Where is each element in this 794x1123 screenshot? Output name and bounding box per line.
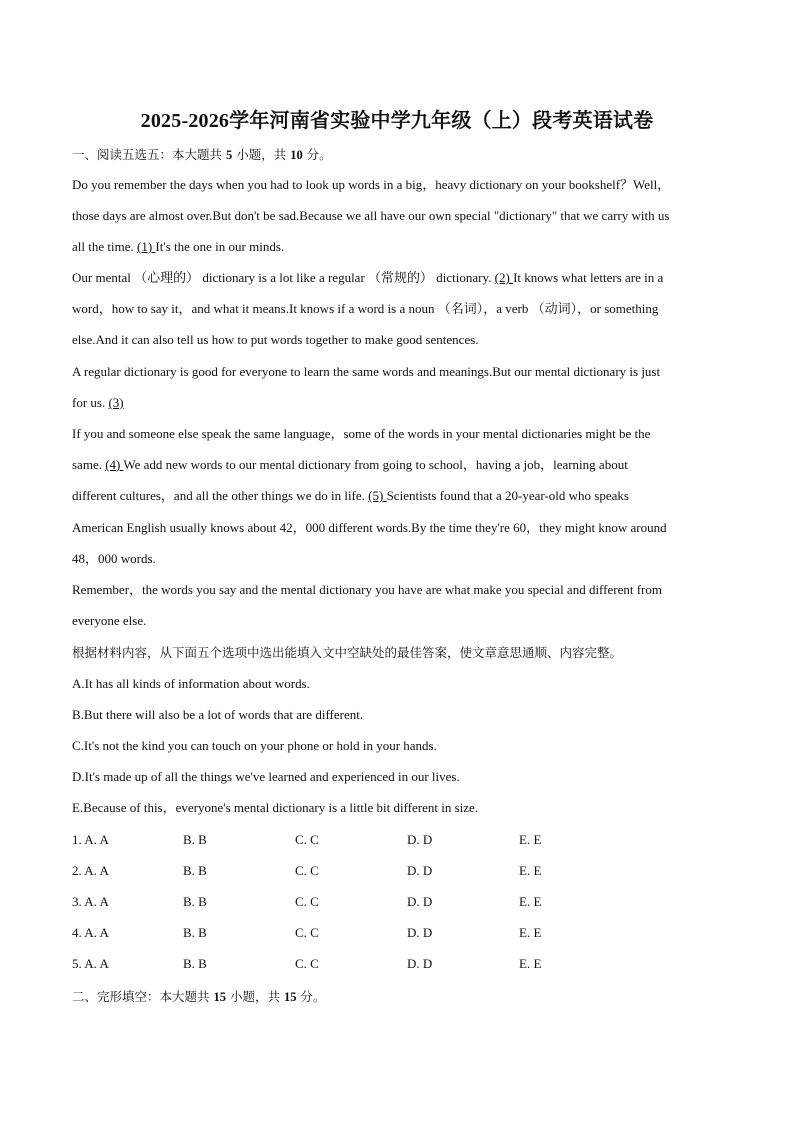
answer-4-choice-c[interactable]: C. C — [295, 925, 319, 940]
answer-2-choice-b[interactable]: B. B — [183, 863, 207, 878]
passage-line-11-text-a: different cultures，and all the other things we do in life. — [72, 488, 369, 503]
passage-line-9: If you and someone else speak the same language，some of the words in your mental dictionaries might be the — [72, 426, 651, 441]
answer-5-choice-b[interactable]: B. B — [183, 956, 207, 971]
blank-4: (4) — [105, 457, 124, 472]
section-2-label-mid: 小题，共 — [225, 989, 284, 1004]
answer-4-choice-a[interactable]: 4. A. A — [72, 925, 109, 940]
passage-line-3-text-a: all the time. — [72, 239, 137, 254]
passage-line-1: Do you remember the days when you had to look up words in a big，heavy dictionary on your bookshelf？Well， — [72, 177, 671, 192]
passage-line-4-text-a: Our mental （心理的） dictionary is a lot like a regular （常规的） dictionary. — [72, 270, 495, 285]
passage-line-3 — [72, 238, 722, 256]
passage-line-11-text-b: Scientists found that a 20-year-old who speaks — [386, 488, 629, 503]
answer-2-choice-a[interactable]: 2. A. A — [72, 863, 109, 878]
passage-line-8-text-a: for us. — [72, 395, 109, 410]
answer-3-choice-d[interactable]: D. D — [407, 894, 433, 909]
answer-4-choice-b[interactable]: B. B — [183, 925, 207, 940]
page-title: 2025-2026学年河南省实验中学九年级（上）段考英语试卷 — [140, 110, 654, 132]
section-2-count: 15 — [213, 990, 226, 1004]
answer-3-choice-c[interactable]: C. C — [295, 894, 319, 909]
blank-2: (2) — [494, 270, 514, 285]
passage-line-6: else.And it can also tell us how to put words together to make good sentences. — [72, 332, 479, 347]
option-d: D.It's made up of all the things we've learned and experienced in our lives. — [72, 769, 460, 784]
answer-2-choice-c[interactable]: C. C — [295, 863, 319, 878]
blank-3: (3) — [108, 395, 124, 410]
section-2-points: 15 — [283, 990, 297, 1004]
answer-1-choice-d[interactable]: D. D — [407, 832, 433, 847]
answer-4-choice-e[interactable]: E. E — [519, 925, 542, 940]
section-2-heading — [72, 988, 722, 1006]
answer-1-choice-b[interactable]: B. B — [183, 832, 207, 847]
passage-line-2: those days are almost over.But don't be sad.Because we all have our own special "dictionary" that we carry with us — [72, 208, 670, 223]
passage-line-10-text-b: We add new words to our mental dictionary from going to school，having a job，learning about — [123, 457, 628, 472]
section-1-label-prefix: 一、阅读五选五：本大题共 — [72, 147, 226, 162]
section-1-label-suffix: 分。 — [302, 147, 332, 162]
section-1-count: 5 — [225, 148, 233, 162]
passage-line-4-text-b: It knows what letters are in a — [513, 270, 664, 285]
option-a: A.It has all kinds of information about words. — [72, 676, 310, 691]
answer-1-choice-c[interactable]: C. C — [295, 832, 319, 847]
answer-1-choice-a[interactable]: 1. A. A — [72, 832, 109, 847]
answer-2-choice-d[interactable]: D. D — [407, 863, 433, 878]
passage-line-12: American English usually knows about 42，000 different words.By the time they're 60，they might know around — [72, 520, 667, 535]
option-b: B.But there will also be a lot of words that are different. — [72, 707, 364, 722]
passage-line-10 — [72, 456, 722, 474]
passage-line-15: everyone else. — [72, 613, 147, 628]
answer-3-choice-b[interactable]: B. B — [183, 894, 207, 909]
instruction-text: 根据材料内容，从下面五个选项中选出能填入文中空缺处的最佳答案，使文章意思通顺、内容完整。 — [72, 645, 623, 660]
passage-line-13: 48，000 words. — [72, 551, 156, 566]
answer-5-choice-d[interactable]: D. D — [407, 956, 433, 971]
answer-4-choice-d[interactable]: D. D — [407, 925, 433, 940]
section-2-label-prefix: 二、完形填空：本大题共 — [72, 989, 214, 1004]
section-1-heading — [72, 146, 722, 164]
section-1-label-mid: 小题，共 — [232, 147, 291, 162]
blank-1: (1) — [136, 239, 156, 254]
answer-3-choice-e[interactable]: E. E — [519, 894, 542, 909]
answer-3-choice-a[interactable]: 3. A. A — [72, 894, 109, 909]
passage-line-3-text-b: It's the one in our minds. — [155, 239, 285, 254]
passage-line-14: Remember，the words you say and the mental dictionary you have are what make you special and different from — [72, 582, 662, 597]
answer-5-choice-a[interactable]: 5. A. A — [72, 956, 109, 971]
passage-line-11 — [72, 487, 722, 505]
passage-line-8 — [72, 394, 722, 412]
answer-2-choice-e[interactable]: E. E — [519, 863, 542, 878]
blank-5: (5) — [368, 488, 387, 503]
passage-line-4 — [72, 269, 722, 287]
option-c: C.It's not the kind you can touch on your phone or hold in your hands. — [72, 738, 437, 753]
passage-line-5: word，how to say it，and what it means.It knows if a word is a noun （名词），a verb （动词），or something — [72, 301, 659, 316]
section-2-label-suffix: 分。 — [296, 989, 326, 1004]
answer-5-choice-c[interactable]: C. C — [295, 956, 319, 971]
passage-line-10-text-a: same. — [72, 457, 106, 472]
passage-line-7: A regular dictionary is good for everyone to learn the same words and meanings.But our mental dictionary is just — [72, 364, 661, 379]
answer-5-choice-e[interactable]: E. E — [519, 956, 542, 971]
option-e: E.Because of this，everyone's mental dictionary is a little bit different in size. — [72, 800, 479, 815]
section-1-points: 10 — [290, 148, 303, 162]
answer-1-choice-e[interactable]: E. E — [519, 832, 542, 847]
